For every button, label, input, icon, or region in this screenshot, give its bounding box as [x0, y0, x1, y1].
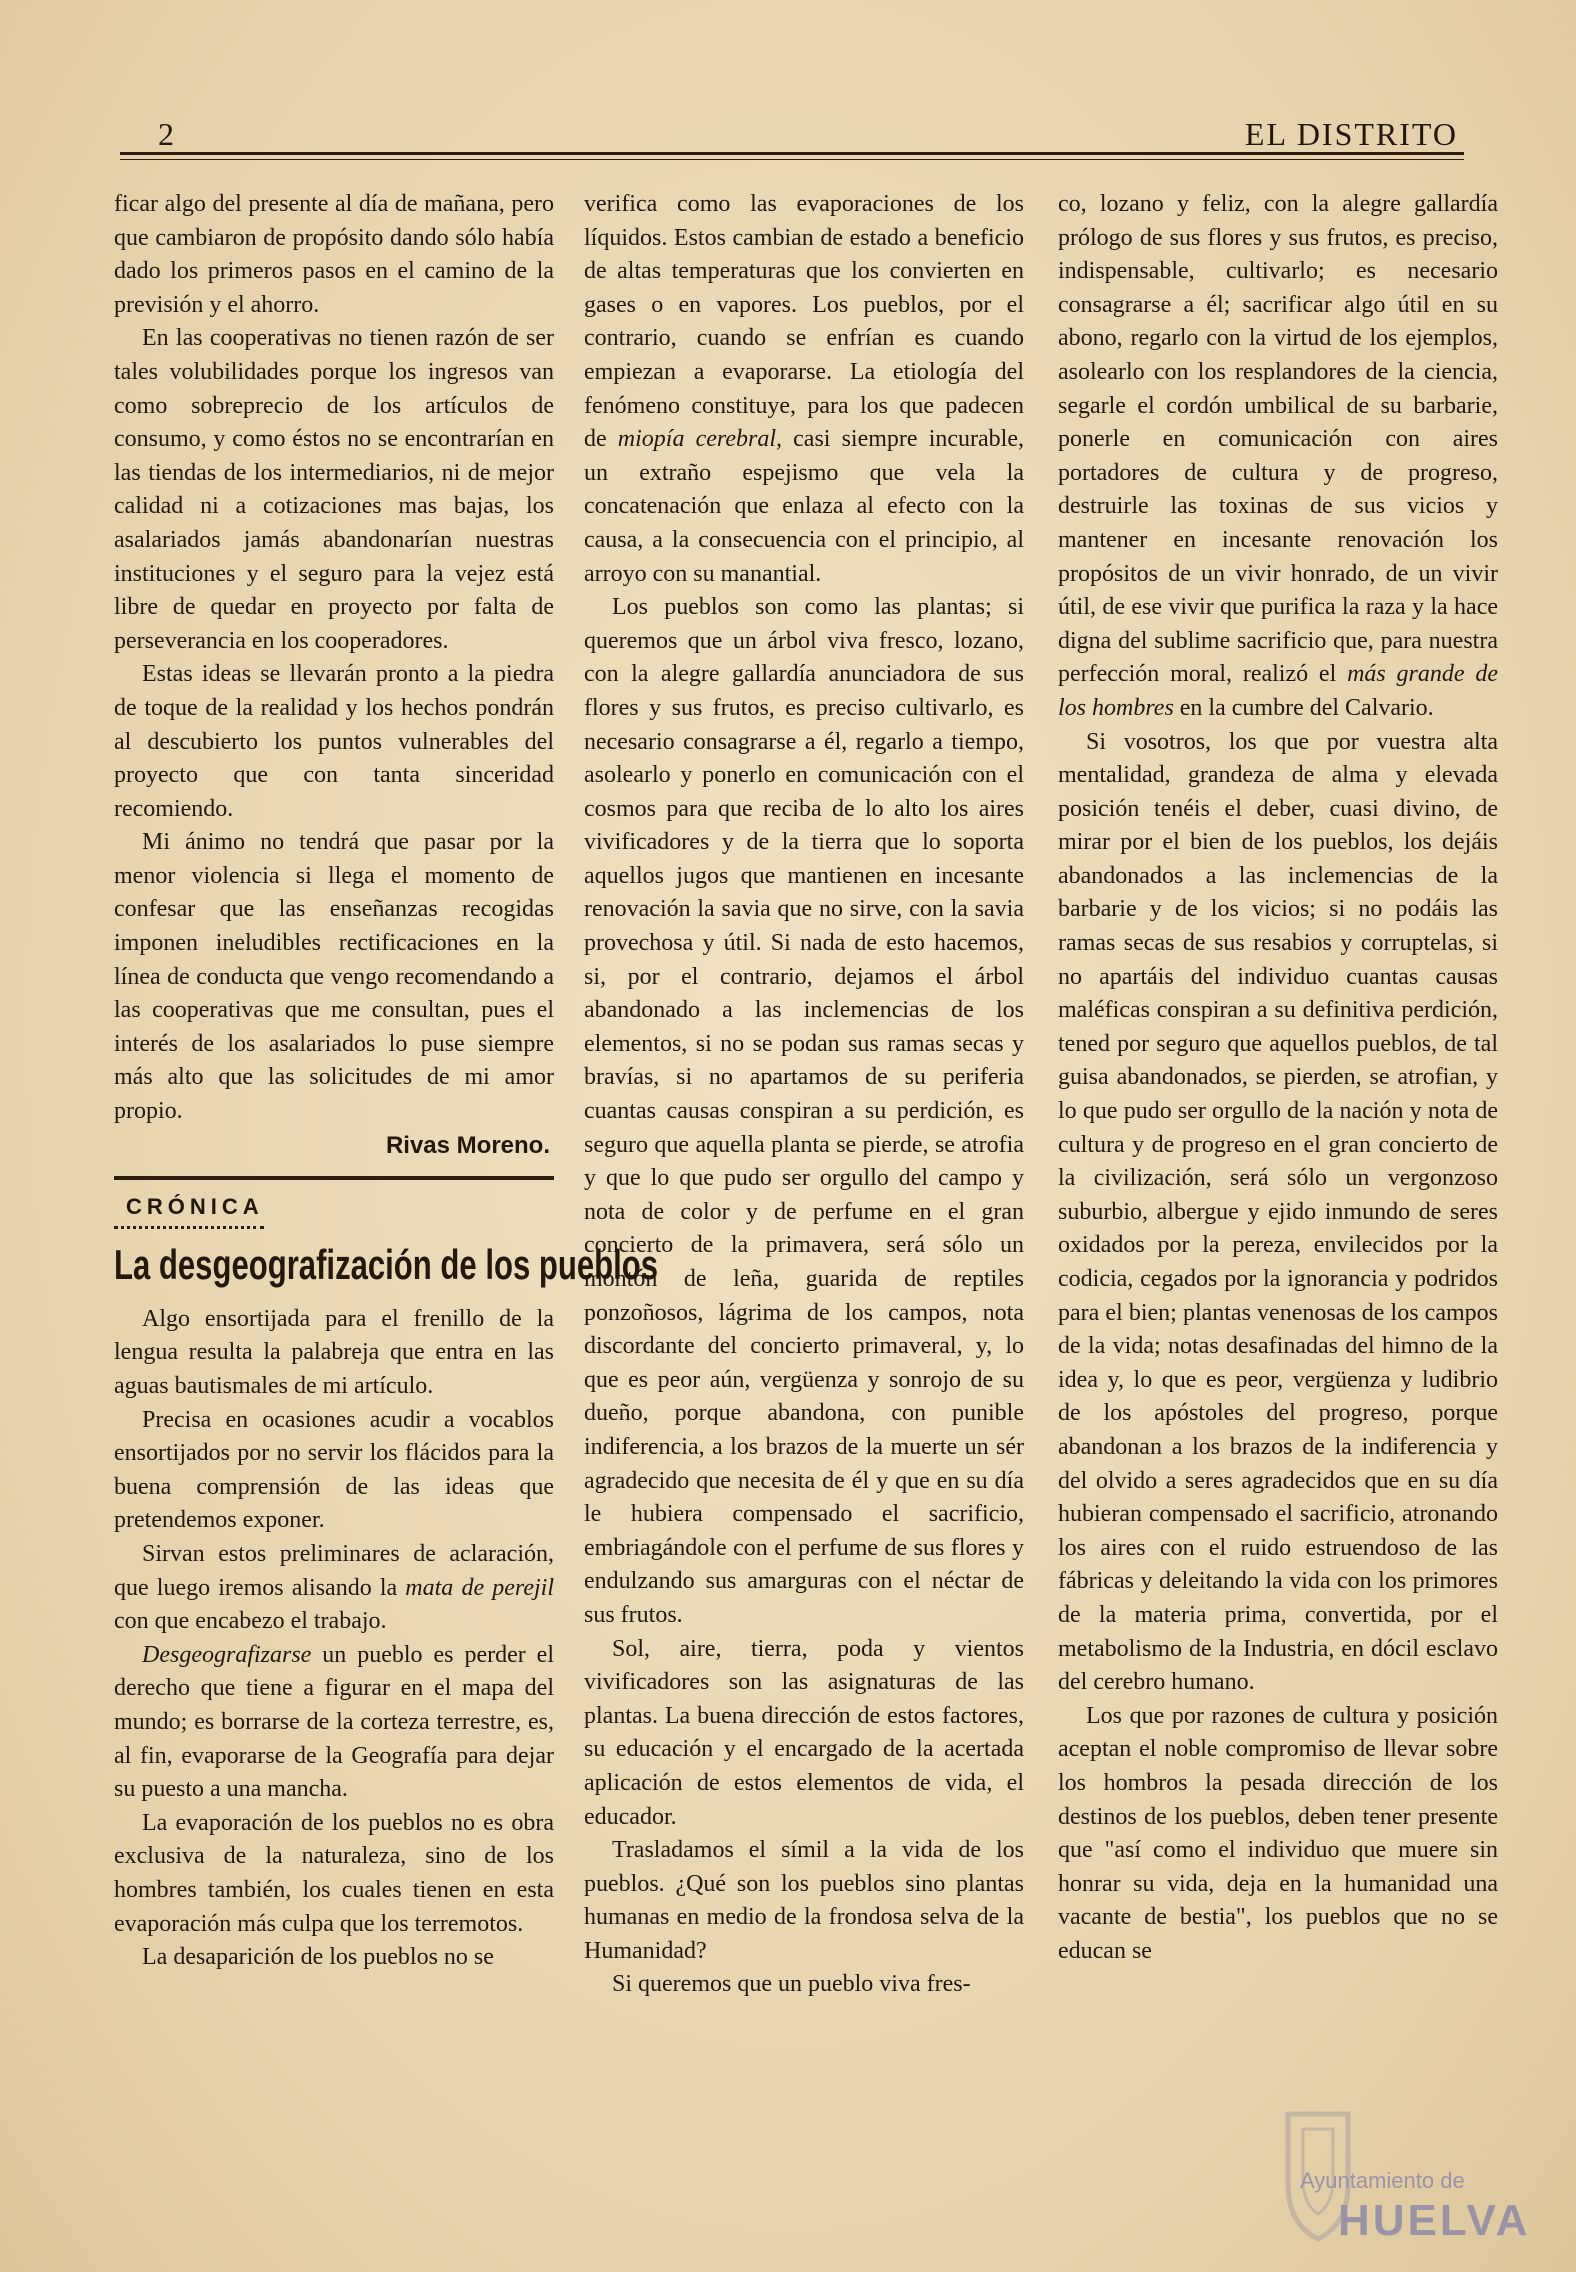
- section-label: CRÓNICA: [114, 1190, 264, 1229]
- paragraph: Los que por razones de cultura y posición aceptan el noble compromiso de llevar sobre los hombros la pesada dirección de los destinos de los pueblos, deben tener presente que "así como el individuo que muere sin honrar su vida, deja en la humanidad una vacante de bestia", los pueblos que no se educan se: [1058, 1702, 1498, 1964]
- paragraph: La evaporación de los pueblos no es obra exclusiva de la naturaleza, sino de los hombres también, los cuales tienen en esta evaporación más culpa que los terremotos.: [114, 1809, 554, 1937]
- text-run: con que encabezo el trabajo.: [114, 1608, 387, 1635]
- cronica-section: [114, 1176, 659, 1293]
- paragraph: Si queremos que un pueblo viva fres-: [612, 1971, 971, 1998]
- text-run: verifica como las evaporaciones de los líquidos. Estos cambian de estado a beneficio de altas temperaturas que los convierten en gases o en vapores. Los pueblos, por el contrario, cuando se enfrían es cuando empiezan a evaporarse. La etiología del fenómeno constituye, para los que padecen de: [584, 191, 1024, 453]
- italic-phrase: miopía cerebral,: [617, 426, 783, 453]
- text-run: Sirvan estos preliminares de aclaración, que luego iremos alisando la: [114, 1540, 554, 1601]
- paragraph: [1058, 188, 1498, 726]
- author-signature: Rivas Moreno.: [385, 1131, 550, 1159]
- masthead-title: EL DISTRITO: [1244, 116, 1458, 152]
- paragraph: ficar algo del presente al día de mañana, pero que cambiaron de propósito dando sólo había dado los primeros pasos en el camino de la previsión y el ahorro.: [114, 191, 554, 318]
- italic-phrase: Desgeografizarse: [142, 1641, 312, 1668]
- paragraph: La desaparición de los pueblos no se: [142, 1944, 494, 1971]
- article-headline: La desgeografización de los pueblos: [114, 1240, 659, 1288]
- paragraph: Algo ensortijada para el frenillo de la lengua resulta la palabreja que entra en las aguas bautismales de mi artículo.: [114, 1305, 554, 1399]
- italic-phrase: mata de perejil: [405, 1574, 554, 1601]
- column-2: [584, 188, 1024, 2002]
- watermark-line-1: Ayuntamiento de: [1300, 2168, 1465, 2193]
- paragraph: En las cooperativas no tienen razón de ser tales volubilidades porque los ingresos van como sobreprecio de los artículos de consumo, y como éstos no se encontrarían en las tiendas de los intermediarios, ni de mejor calidad ni a cotizaciones mas bajas, los asalariados jamás abandonarían nuestras instituciones y el seguro para la vejez está libre de quedar en proyecto por falta de perseverancia en los cooperadores.: [114, 325, 554, 654]
- paragraph: Si vosotros, los que por vuestra alta mentalidad, grandeza de alma y elevada posición tenéis el deber, cuasi divino, de mirar por el bien de los pueblos, los dejáis abandonados a las inclemencias de la barbarie y de los vicios; si no podáis las ramas secas de sus resabios y corruptelas, si no apartáis del individuo cuantas causas maléficas conspiran a su definitiva perdición, tened por seguro que aquellos pueblos, de tal guisa abandonados, se pierden, se atrofian, y lo que pudo ser orgullo de la nación y nota de cultura y de progreso en el gran concierto de la civilización, será sólo un vergonzoso suburbio, albergue y ejido inmundo de seres oxidados por la pereza, envilecidos por la codicia, cegados por la ignorancia y podridos para el bien; plantas venenosas de los campos de la vida; notas desafinadas del himno de la idea y, lo que es peor, vergüenza y ludibrio de los apóstoles del progreso, porque abandonan a los brazos de la indiferencia y del olvido a seres agradecidos que en su día hubieran compensado el sacrificio, atronando los aires con el ruido estruendoso de las fábricas y deleitando la vida con los primores de la materia prima, convertida, por el metabolismo de la Industria, en dócil esclavo del cerebro humano.: [1058, 728, 1498, 1696]
- paragraph: Sol, aire, tierra, poda y vientos vivificadores son las asignaturas de las plantas. La buena dirección de estos factores, su educación y el encargado de la acertada aplicación de estos elementos de vida, el educador.: [584, 1635, 1024, 1830]
- paragraph: Los pueblos son como las plantas; si queremos que un árbol viva fresco, lozano, con la alegre gallardía anunciadora de sus flores y sus frutos, es preciso cultivarlo, es necesario consagrarse a él, regarlo a tiempo, asolearlo y ponerlo en comunicación con el cosmos para que reciba de lo alto los aires vivificadores y de la tierra que lo soporta aquellos jugos que mantienen en incesante renovación la savia que no sirve, con la savia provechosa y útil. Si nada de esto hacemos, si, por el contrario, dejamos el árbol abandonado a las inclemencias de los elementos, si no se podan sus ramas secas y bravías, si no apartamos de su periferia cuantas causas conspiran a su perdición, es seguro que aquella planta se pierde, se atrofia y que lo que pudo ser orgullo del campo y nota de color y de perfume en el gran concierto de la primavera, será sólo un montón de leña, guarida de reptiles ponzoñosos, lágrima de los campos, nota discordante del concierto primaveral, y, lo que es peor aún, vergüenza y sonrojo de su dueño, porque abandona, con punible indiferencia, a los brazos de la muerte un sér agradecido que necesita de él y que en su día le hubiera compensado el sacrificio, embriagándole con el perfume de sus flores y endulzando sus amarguras con el néctar de sus frutos.: [584, 594, 1024, 1628]
- column-3: [1058, 188, 1498, 1968]
- text-run: un pueblo es perder el derecho que tiene a figurar en el mapa del mundo; es borrarse de la corteza terrestre, es, al fin, evaporarse de la Geografía para dejar su puesto a una mancha.: [114, 1641, 554, 1803]
- paragraph: Precisa en ocasiones acudir a vocablos ensortijados por no servir los flácidos para la buena comprensión de las ideas que pretendemos exponer.: [114, 1406, 554, 1534]
- paragraph: [584, 188, 1024, 591]
- paragraph: [114, 1639, 554, 1807]
- text-run: casi siempre incurable, un extraño espejismo que vela la concatenación que enlaza al efecto con la causa, a la consecuencia con el principio, al arroyo con su manantial.: [584, 426, 1024, 587]
- paragraph: [114, 1538, 554, 1639]
- text-run: co, lozano y feliz, con la alegre gallardía prólogo de sus flores y sus frutos, es preciso, indispensable, cultivarlo; es necesario consagrarse a él; sacrificar algo útil en su abono, regarlo con la virtud de los ejemplos, asolearlo con los resplandores de la ciencia, segarle el cordón umbilical de su barbarie, ponerle en comunicación con aires portadores de cultura y de progreso, destruirle las toxinas de sus vicios y mantener en incesante renovación los propósitos de un vivir honrado, de un vivir útil, de ese vivir que purifica la raza y la hace digna del sublime sacrificio que, para nuestra perfección moral, realizó el: [1058, 191, 1498, 688]
- text-run: en la cumbre del Calvario.: [1173, 694, 1434, 721]
- italic-phrase: más grande de los hombres: [1058, 661, 1498, 721]
- column-1: [114, 188, 659, 1975]
- watermark-line-2: HUELVA: [1338, 2196, 1531, 2245]
- header-rule: [120, 152, 1464, 160]
- paragraph: Estas ideas se llevarán pronto a la piedra de toque de la realidad y los hechos pondrán al descubierto los puntos vulnerables del proyecto que con tanta sinceridad recomiendo.: [114, 661, 554, 822]
- paragraph: Trasladamos el símil a la vida de los pueblos. ¿Qué son los pueblos sino plantas humanas en medio de la frondosa selva de la Humanidad?: [584, 1837, 1024, 1964]
- page-number: 2: [158, 116, 174, 152]
- paragraph: Mi ánimo no tendrá que pasar por la menor violencia si llega el momento de confesar que las enseñanzas recogidas imponen ineludibles rectificaciones en la línea de conducta que vengo recomendando a las cooperativas que me consultan, pues el interés de los asalariados lo puse siempre más alto que las solicitudes de mi amor propio.: [114, 829, 554, 1125]
